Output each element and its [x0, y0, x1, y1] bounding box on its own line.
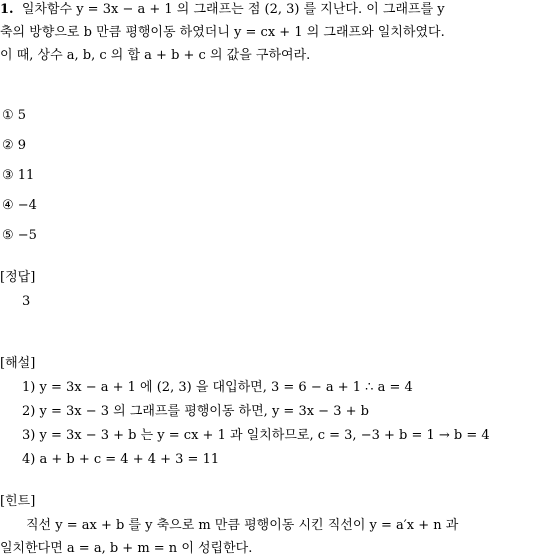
hint-line-2: 일치한다면 a = a, b + m = n 이 성립한다. — [0, 541, 253, 556]
choice-3[interactable]: ③ 11 — [2, 168, 35, 183]
solution-step-1: 1) y = 3x − a + 1 에 (2, 3) 을 대입하면, 3 = 6 − a + 1 ∴ a = 4 — [22, 380, 413, 395]
choice-5[interactable]: ⑤ −5 — [2, 228, 37, 243]
choice-1[interactable]: ① 5 — [2, 108, 27, 123]
solution-step-3: 3) y = 3x − 3 + b 는 y = cx + 1 과 일치하므로, c = 3, −3 + b = 1 → b = 4 — [22, 428, 490, 443]
solution-step-4: 4) a + b + c = 4 + 4 + 3 = 11 — [22, 452, 220, 467]
question-line-3: 이 때, 상수 a, b, c 의 합 a + b + c 의 값을 구하여라. — [0, 48, 311, 63]
solution-label: [해설] — [0, 356, 36, 371]
question-number: 1. — [0, 2, 14, 17]
question-line-1 — [0, 2, 445, 18]
hint-line-1: 직선 y = ax + b 를 y 축으로 m 만큼 평행이동 시킨 직선이 y = a′x + n 과 — [26, 518, 459, 533]
question-text-1: 일차함수 y = 3x − a + 1 의 그래프는 점 (2, 3) 를 지난다. 이 그래프를 y — [21, 2, 445, 17]
solution-step-2: 2) y = 3x − 3 의 그래프를 평행이동 하면, y = 3x − 3 + b — [22, 404, 369, 419]
hint-label: [힌트] — [0, 494, 36, 509]
choice-4[interactable]: ④ −4 — [2, 198, 37, 213]
question-line-2: 축의 방향으로 b 만큼 평행이동 하였더니 y = cx + 1 의 그래프와 일치하였다. — [0, 25, 445, 40]
choice-2[interactable]: ② 9 — [2, 138, 27, 153]
answer-value: 3 — [22, 294, 31, 309]
answer-label: [정답] — [0, 270, 36, 285]
